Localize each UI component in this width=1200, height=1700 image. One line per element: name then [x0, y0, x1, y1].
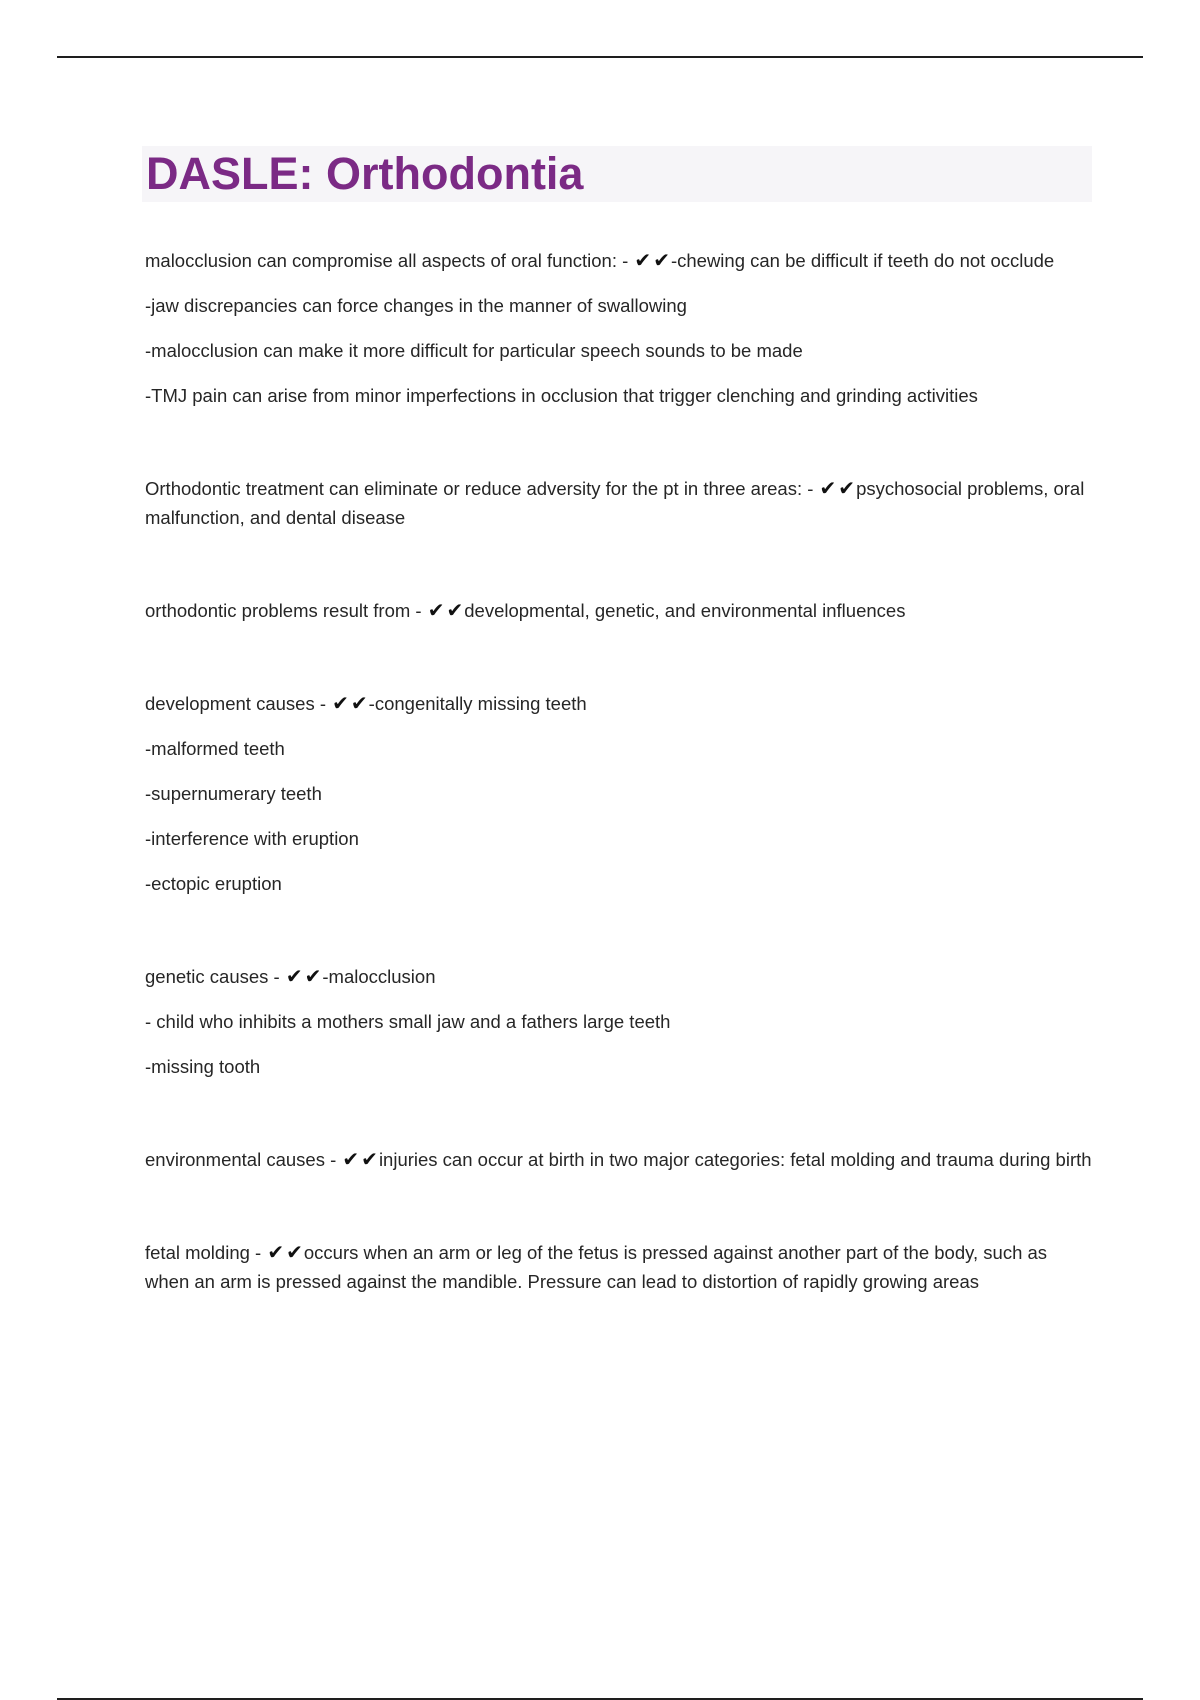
- checkmark-icon: ✔: [819, 476, 837, 500]
- flashcard-answer: injuries can occur at birth in two major categories: fetal molding and trauma during birth: [378, 1149, 1092, 1170]
- flashcard: [145, 596, 1095, 625]
- checkmark-icon: ✔: [653, 248, 670, 272]
- flashcard-answer: -chewing can be difficult if teeth do not occlude: [670, 250, 1055, 271]
- flashcard-term: genetic causes -: [145, 966, 285, 987]
- checkmark-icon: ✔: [332, 691, 349, 715]
- flashcard-answer: occurs when an arm or leg of the fetus is pressed against another part of the body, such as when an arm is pressed against the mandible. Pressure can lead to distortion of rapidly growing areas: [145, 1242, 1048, 1292]
- flashcard-answer: -missing tooth: [145, 1056, 261, 1077]
- flashcard: [145, 246, 1095, 410]
- flashcard-answer-line: [145, 734, 1095, 763]
- checkmark-icon: ✔: [361, 1147, 378, 1171]
- flashcard-answer: -malocclusion can make it more difficult for particular speech sounds to be made: [145, 340, 803, 361]
- flashcard-term: Orthodontic treatment can eliminate or reduce adversity for the pt in three areas: -: [145, 478, 819, 499]
- checkmark-icon: ✔: [634, 248, 652, 272]
- flashcard-answer: -supernumerary teeth: [145, 783, 322, 804]
- top-rule: [57, 56, 1143, 58]
- flashcard: [145, 962, 1095, 1081]
- flashcard-answer-line: [145, 869, 1095, 898]
- flashcard-question-line: [145, 1145, 1095, 1174]
- flashcard-answer: -interference with eruption: [145, 828, 359, 849]
- flashcard-answer: -congenitally missing teeth: [368, 693, 587, 714]
- flashcard-answer-line: [145, 779, 1095, 808]
- flashcard-answer: -TMJ pain can arise from minor imperfections in occlusion that trigger clenching and grinding activities: [145, 385, 978, 406]
- flashcard-term: development causes -: [145, 693, 332, 714]
- flashcard-answer: -ectopic eruption: [145, 873, 282, 894]
- flashcard: [145, 474, 1095, 532]
- flashcard-answer: psychosocial problems, oral malfunction, and dental disease: [145, 478, 1085, 528]
- flashcard-answer: developmental, genetic, and environmental influences: [464, 600, 906, 621]
- page-title: DASLE: Orthodontia: [146, 148, 584, 199]
- flashcard-answer-line: [145, 381, 1095, 410]
- checkmark-icon: ✔: [838, 476, 856, 500]
- flashcard-answer-line: [145, 291, 1095, 320]
- flashcard: [145, 689, 1095, 898]
- flashcard-answer: -jaw discrepancies can force changes in the manner of swallowing: [145, 295, 687, 316]
- checkmark-icon: ✔: [350, 691, 368, 715]
- flashcard-question-line: [145, 596, 1095, 625]
- flashcard: [145, 1238, 1095, 1296]
- flashcard-answer: -malformed teeth: [145, 738, 285, 759]
- checkmark-icon: ✔: [267, 1240, 285, 1264]
- flashcard-term: malocclusion can compromise all aspects of oral function: -: [145, 250, 634, 271]
- flashcard-question-line: [145, 689, 1095, 718]
- flashcard-term: environmental causes -: [145, 1149, 342, 1170]
- checkmark-icon: ✔: [446, 598, 464, 622]
- flashcard-question-line: [145, 246, 1095, 275]
- checkmark-icon: ✔: [304, 964, 322, 988]
- checkmark-icon: ✔: [342, 1147, 360, 1171]
- flashcard-term: orthodontic problems result from -: [145, 600, 427, 621]
- flashcard-answer-line: [145, 1007, 1095, 1036]
- checkmark-icon: ✔: [286, 1240, 303, 1264]
- flashcard-question-line: [145, 474, 1095, 532]
- checkmark-icon: ✔: [285, 964, 303, 988]
- checkmark-icon: ✔: [427, 598, 445, 622]
- flashcard-answer-line: [145, 824, 1095, 853]
- flashcard-list: [145, 246, 1095, 1296]
- flashcard-answer: - child who inhibits a mothers small jaw and a fathers large teeth: [145, 1011, 671, 1032]
- flashcard-answer: -malocclusion: [322, 966, 436, 987]
- flashcard-question-line: [145, 1238, 1095, 1296]
- flashcard-answer-line: [145, 336, 1095, 365]
- flashcard-answer-line: [145, 1052, 1095, 1081]
- flashcard: [145, 1145, 1095, 1174]
- flashcard-term: fetal molding -: [145, 1242, 267, 1263]
- flashcard-question-line: [145, 962, 1095, 991]
